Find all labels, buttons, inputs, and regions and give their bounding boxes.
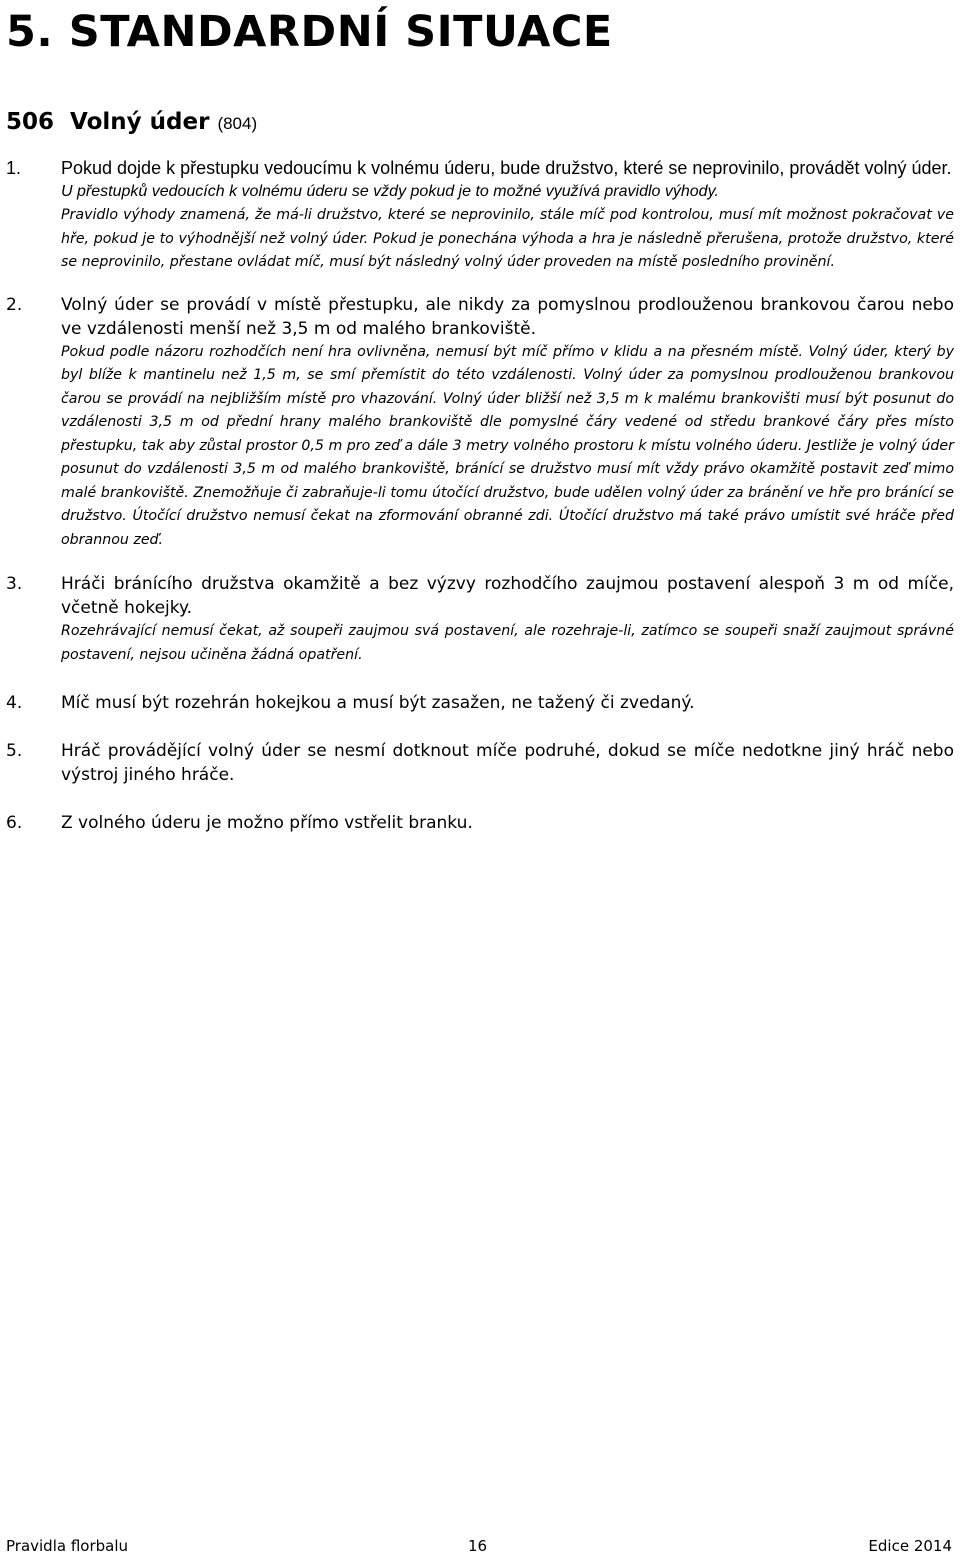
rule-text: Hráči bránícího družstva okamžitě a bez výzvy rozhodčího zaujmou postavení alespoň 3 m od míče, včetně hokejky. [61, 574, 954, 618]
rule-note: Pravidlo výhody znamená, že má-li družstvo, které se neprovinilo, stále míč pod kontrolou, musí mít možnost pokračovat ve hře, pokud je to výhodnější než volný úder. Pokud je ponechána výhoda a hra je následně přerušena, protože družstvo, které se neprovinilo, přestane ovládat míč, musí být následný volný úder proveden na místě posledního provinění. [61, 207, 954, 270]
section-title: Volný úder [70, 109, 210, 135]
footer-edition: Edice 2014 [868, 1537, 952, 1555]
rule-number: 6. [6, 813, 23, 833]
rule-text: Z volného úderu je možno přímo vstřelit branku. [61, 813, 473, 833]
rule-2 [6, 293, 954, 553]
rule-note: Rozehrávající nemusí čekat, až soupeři zaujmou svá postavení, ale rozehraje-li, zatímco se soupeři snaží zaujmout správné postavení, nejsou učiněna žádná opatření. [61, 623, 954, 663]
rule-number: 2. [6, 294, 23, 315]
rule-1 [6, 156, 954, 275]
rule-text: Míč musí být rozehrán hokejkou a musí být zasažen, ne tažený či zvedaný. [61, 693, 695, 713]
rules-list [6, 156, 954, 835]
rule-5 [6, 739, 954, 787]
rule-number: 5. [6, 741, 23, 761]
rule-number: 1. [6, 158, 22, 178]
rule-text: Pokud dojde k přestupku vedoucímu k volnému úderu, bude družstvo, které se neprovinilo, provádět volný úder. [61, 158, 952, 178]
rule-6 [6, 811, 954, 835]
section-reference: (804) [217, 114, 258, 133]
footer-page-number: 16 [468, 1537, 488, 1555]
rule-text: Hráč provádějící volný úder se nesmí dotknout míče podruhé, dokud se míče nedotkne jiný hráč nebo výstroj jiného hráče. [61, 741, 954, 785]
rule-4 [6, 691, 954, 715]
rule-note: Pokud podle názoru rozhodčích není hra ovlivněna, nemusí být míč přímo v klidu a na přesném místě. Volný úder, který by byl blíže k mantinelu než 1,5 m, se smí přemístit do této vzdálenosti. Volný úder za pomyslnou prodlouženou brankovou čarou se provádí na nejbližším místě pro vhazování. Volný úder bližší než 3,5 m k malému brankovišti musí být posunut do vzdálenosti 3,5 m od přední hrany malého brankoviště dle pomyslné čáry vedené od středu brankové čáry přes místo přestupku, tak aby zůstal prostor 0,5 m pro zeď a dále 3 metry volného prostoru k místu volného úderu. Jestliže je volný úder posunut do vzdálenosti 3,5 m od malého brankoviště, bránící se družstvo musí mít vždy právo okamžitě postavit zeď mimo malé brankoviště. Znemožňuje či zabraňuje-li tomu útočící družstvo, bude udělen volný úder za bránění ve hře pro bránící se družstvo. Útočící družstvo nemusí čekat na zformování obranné zdi. Útočící družstvo má také právo umístit své hráče před obrannou zeď. [61, 343, 954, 548]
section-heading [6, 106, 257, 140]
section-number: 506 [6, 109, 55, 135]
rule-3 [6, 572, 954, 667]
rule-note-intro: U přestupků vedoucích k volnému úderu se vždy pokud je to možné využívá pravidlo výhody. [61, 183, 719, 200]
rule-number: 4. [6, 693, 23, 713]
rule-number: 3. [6, 574, 23, 594]
rule-text: Volný úder se provádí v místě přestupku, ale nikdy za pomyslnou prodlouženou brankovou čarou nebo ve vzdálenosti menší než 3,5 m od malého brankoviště. [61, 294, 954, 339]
page-title: 5. STANDARDNÍ SITUACE [6, 7, 613, 57]
footer-document-title: Pravidla florbalu [6, 1537, 129, 1555]
